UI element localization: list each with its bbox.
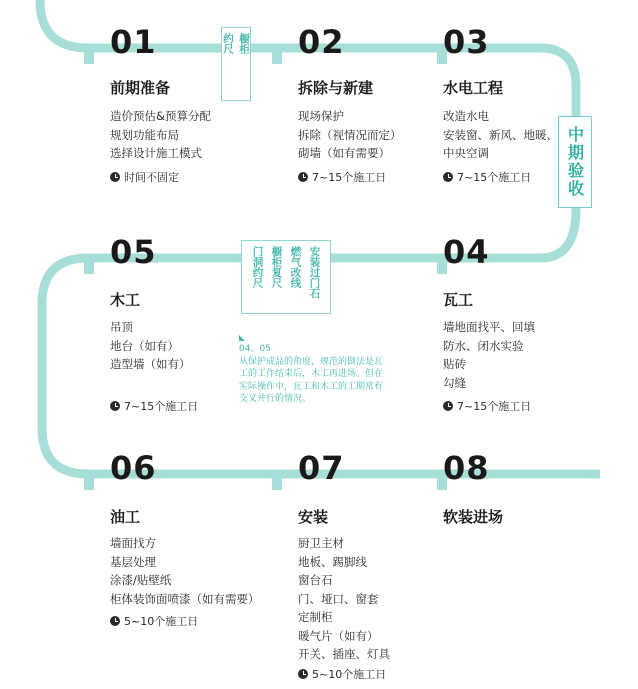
step-items-04 bbox=[443, 318, 535, 392]
vertical-text: 橱柜 bbox=[238, 33, 250, 54]
step-number-01: 01 bbox=[110, 23, 157, 61]
step-time-07 bbox=[298, 666, 386, 682]
note-line: 工的工作结束后，木工再进场。但在 bbox=[239, 369, 384, 379]
cabinet-measure-label bbox=[221, 27, 251, 101]
step-number-06: 06 bbox=[110, 449, 157, 487]
list-item: 涂漆/贴壁纸 bbox=[110, 573, 172, 587]
list-item: 安装窗、新风、地暖、 bbox=[443, 127, 558, 142]
triangle-marker-icon bbox=[239, 335, 245, 341]
list-item: 基层处理 bbox=[110, 554, 156, 569]
clock-icon bbox=[110, 172, 120, 182]
tile-wood-note bbox=[239, 335, 383, 406]
time-label: 5~10个施工日 bbox=[312, 668, 387, 681]
mid-check-label: 中期验收 bbox=[558, 116, 592, 208]
vertical-text: 燃气改线 bbox=[289, 246, 302, 288]
step-time-05 bbox=[110, 398, 198, 414]
list-item: 暖气片（如有） bbox=[298, 628, 379, 643]
list-item: 地板、踢脚线 bbox=[298, 554, 367, 569]
time-label: 7~15个施工日 bbox=[124, 400, 199, 413]
list-item: 防水、闭水实验 bbox=[443, 338, 524, 353]
list-item: 门、垭口、窗套 bbox=[298, 591, 379, 606]
step-number-04: 04 bbox=[443, 233, 490, 271]
step-time-03 bbox=[443, 169, 531, 185]
step-title-06: 油工 bbox=[110, 508, 141, 526]
time-label: 7~15个施工日 bbox=[457, 171, 532, 184]
step-items-07 bbox=[298, 534, 390, 664]
clock-icon bbox=[110, 616, 120, 626]
note-line: 交叉并行的情况。 bbox=[239, 394, 312, 404]
time-label: 7~15个施工日 bbox=[457, 400, 532, 413]
list-item: 柜体装饰面喷漆（如有需要） bbox=[110, 591, 260, 606]
step-number-07: 07 bbox=[298, 449, 345, 487]
step-time-01 bbox=[110, 169, 179, 185]
list-item: 改造水电 bbox=[443, 109, 489, 123]
list-item: 吊顶 bbox=[110, 320, 133, 334]
vertical-text: 安装过门石 bbox=[308, 246, 321, 299]
time-label: 5~10个施工日 bbox=[124, 615, 199, 628]
note-heading: 04、05 bbox=[239, 344, 271, 354]
step-items-05 bbox=[110, 318, 191, 374]
time-label: 7~15个施工日 bbox=[312, 171, 387, 184]
step-title-04: 瓦工 bbox=[443, 291, 474, 309]
step-number-02: 02 bbox=[298, 23, 345, 61]
step-title-02: 拆除与新建 bbox=[298, 79, 374, 97]
list-item: 窗台石 bbox=[298, 573, 333, 587]
list-item: 开关、插座、灯具 bbox=[298, 647, 390, 661]
list-item: 拆除（视情况而定） bbox=[298, 127, 402, 142]
list-item: 厨卫主材 bbox=[298, 536, 344, 550]
list-item: 砌墙（如有需要） bbox=[298, 146, 390, 160]
step-number-08: 08 bbox=[443, 449, 490, 487]
step-items-01 bbox=[110, 107, 211, 163]
list-item: 地台（如有） bbox=[110, 338, 179, 353]
list-item: 造型墙（如有） bbox=[110, 357, 191, 371]
list-item: 墙地面找平、回填 bbox=[443, 320, 535, 334]
clock-icon bbox=[110, 401, 120, 411]
step-items-06 bbox=[110, 534, 260, 608]
list-item: 造价预估&预算分配 bbox=[110, 109, 211, 123]
list-item: 现场保护 bbox=[298, 109, 344, 123]
step-time-02 bbox=[298, 169, 386, 185]
step-title-08: 软装进场 bbox=[443, 508, 504, 526]
vertical-text: 门洞约尺 bbox=[251, 246, 264, 288]
step-title-01: 前期准备 bbox=[110, 79, 171, 97]
list-item: 中央空调 bbox=[443, 146, 489, 160]
clock-icon bbox=[298, 172, 308, 182]
step-title-03: 水电工程 bbox=[443, 79, 504, 97]
note-line: 从保护成品的角度，规范的做法是瓦 bbox=[239, 356, 384, 367]
time-label: 时间不固定 bbox=[124, 171, 179, 184]
step-time-04 bbox=[443, 398, 531, 414]
step-time-06 bbox=[110, 613, 198, 629]
list-item: 勾缝 bbox=[443, 375, 466, 390]
list-item: 规划功能布局 bbox=[110, 127, 179, 142]
list-item: 墙面找方 bbox=[110, 536, 156, 550]
step-number-05: 05 bbox=[110, 233, 157, 271]
vertical-text: 橱柜复尺 bbox=[270, 246, 283, 288]
step-items-02 bbox=[298, 107, 402, 163]
note-line: 实际操作中，瓦工和木工的工期常有 bbox=[239, 381, 384, 392]
list-item: 贴砖 bbox=[443, 357, 466, 371]
step-items-03 bbox=[443, 107, 558, 163]
clock-icon bbox=[298, 669, 308, 679]
clock-icon bbox=[443, 172, 453, 182]
pre-install-tasks-box bbox=[241, 240, 331, 314]
step-number-03: 03 bbox=[443, 23, 490, 61]
step-title-07: 安装 bbox=[298, 508, 329, 526]
list-item: 定制柜 bbox=[298, 610, 333, 624]
step-title-05: 木工 bbox=[110, 291, 141, 309]
list-item: 选择设计施工模式 bbox=[110, 146, 202, 160]
vertical-text: 约尺 bbox=[222, 33, 234, 54]
clock-icon bbox=[443, 401, 453, 411]
